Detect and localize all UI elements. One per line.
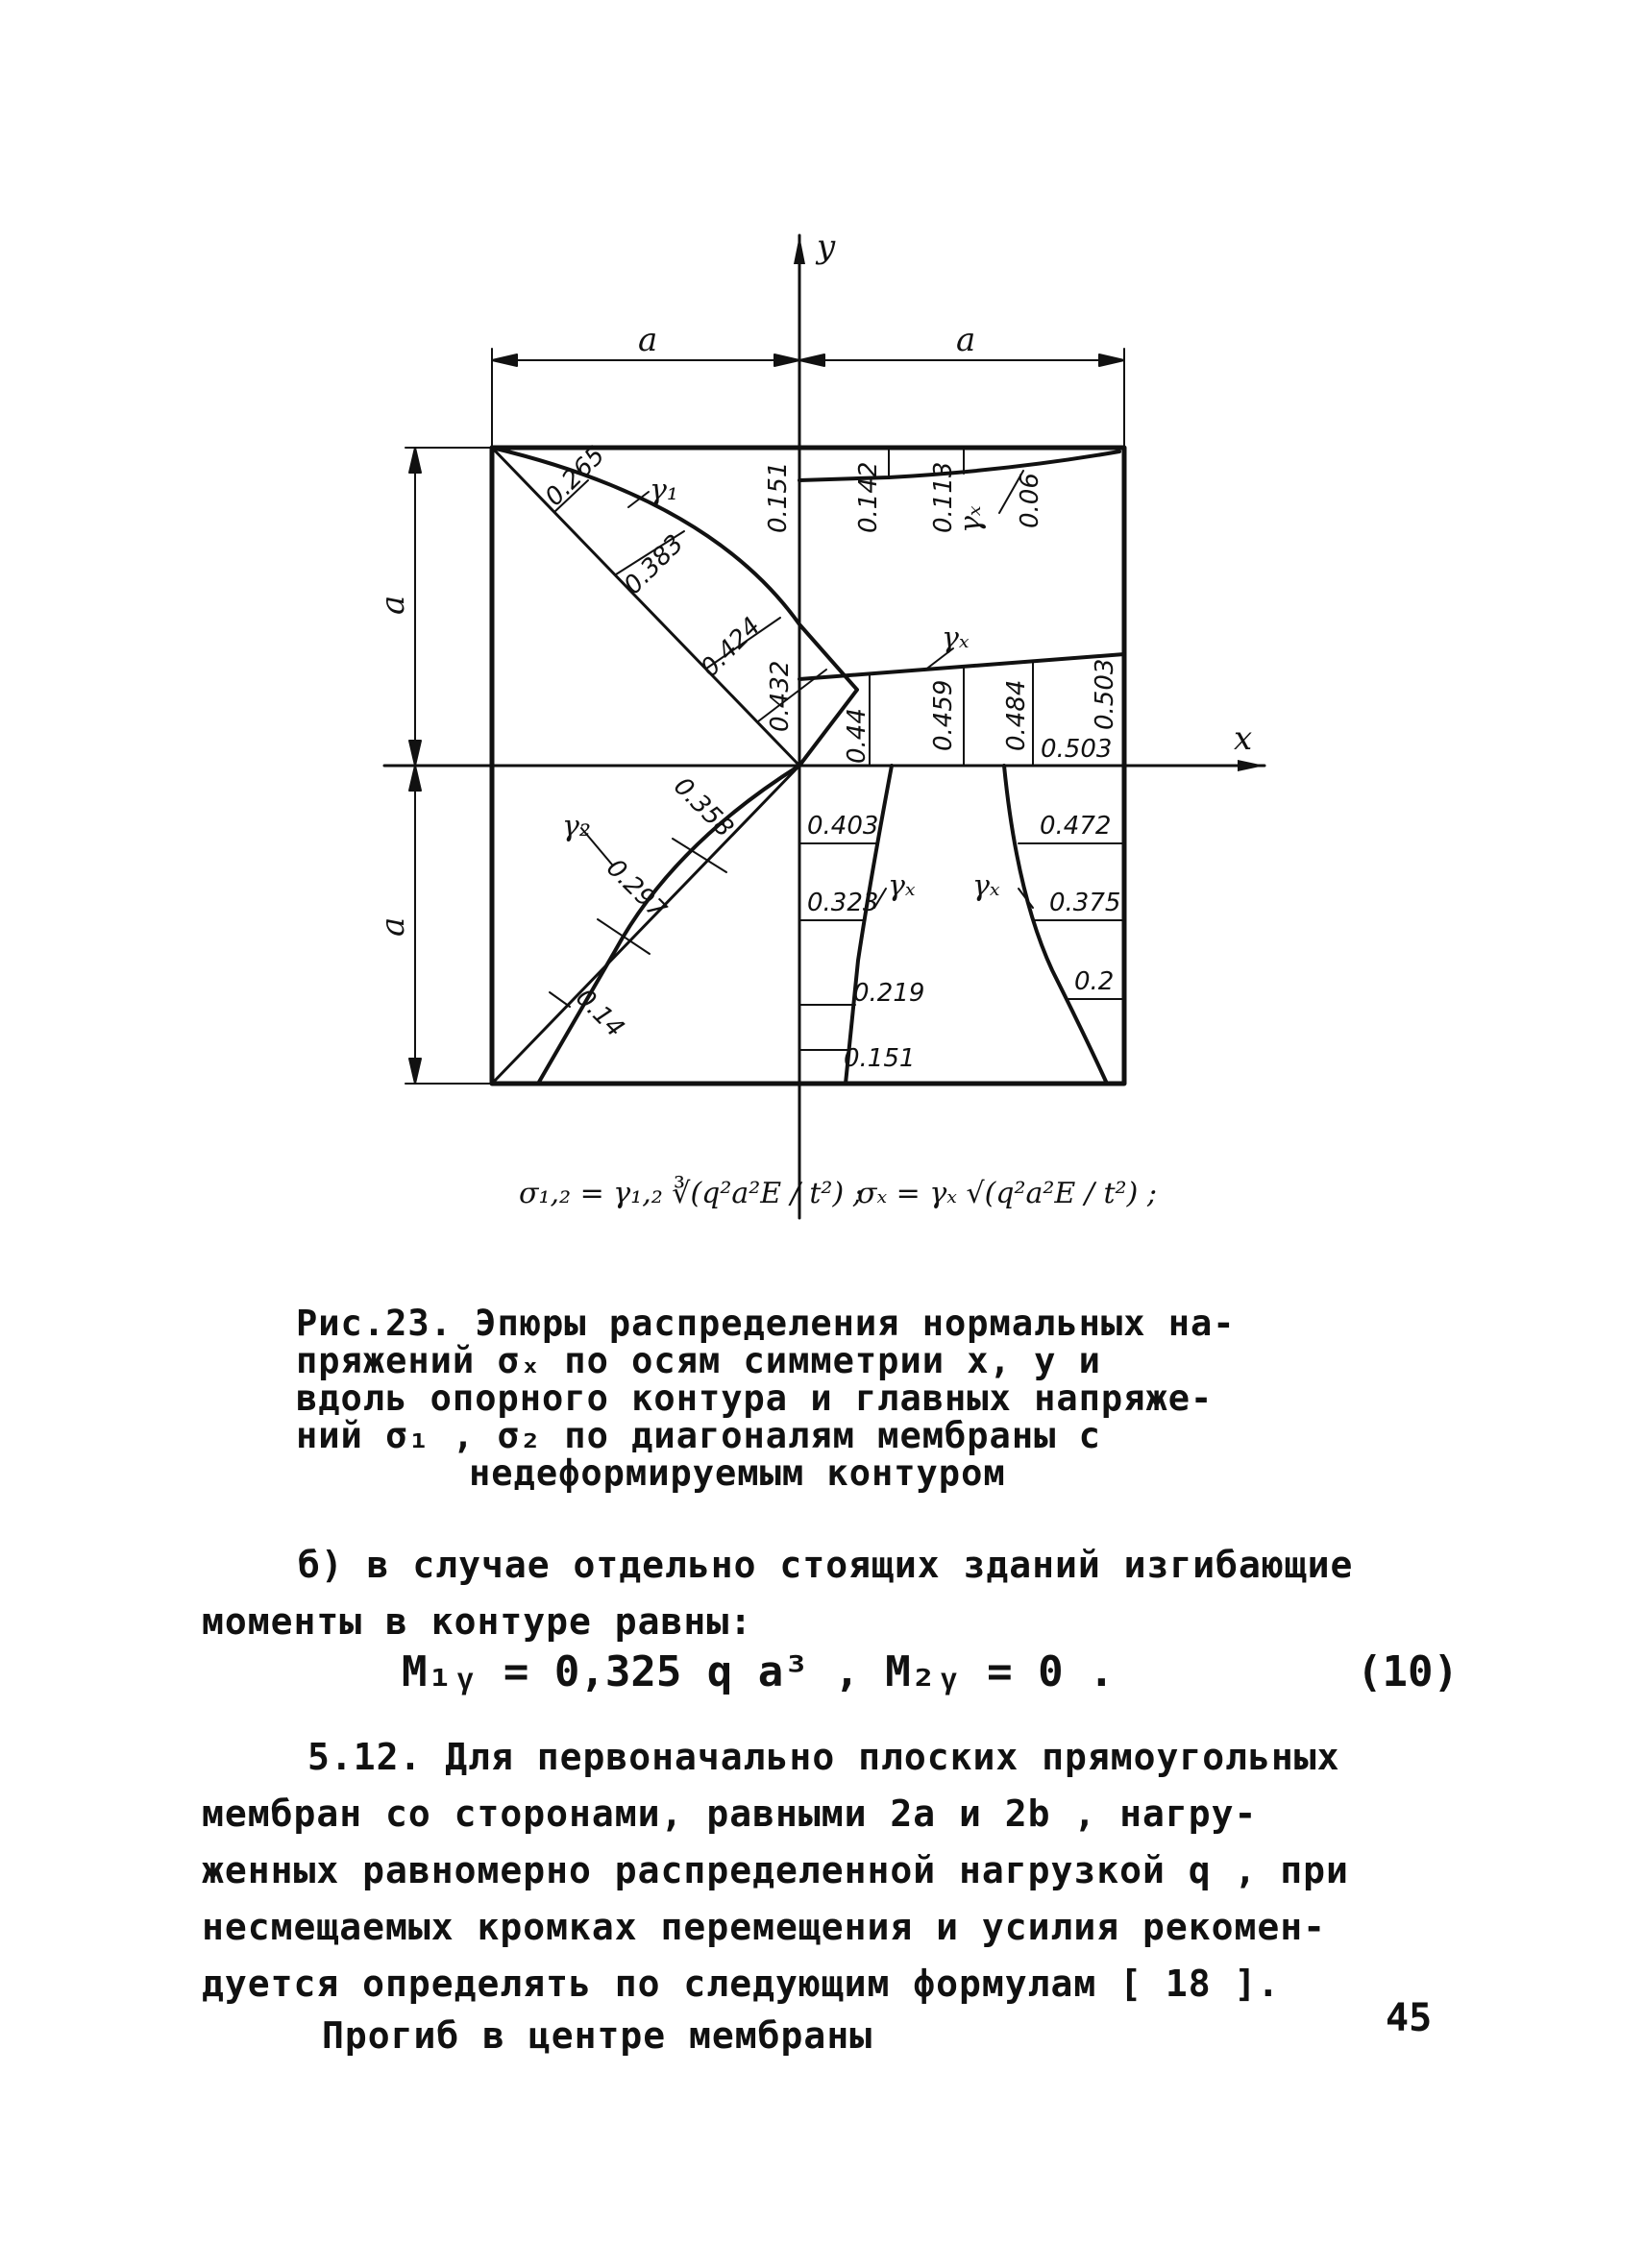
paragraph-5-12 — [202, 1729, 1451, 2012]
paragraph-line: несмещаемых кромках перемещения и усилия рекомен- — [202, 1906, 1327, 1948]
dim-label-left-lower: a — [374, 916, 412, 937]
caption-line: вдоль опорного контура и главных напряже- — [296, 1378, 1214, 1419]
dim-label-left-upper: a — [374, 595, 412, 615]
equation-10 — [402, 1647, 1459, 1699]
lower-right-label: 0.2 — [1074, 967, 1115, 996]
x-axis-label: x — [1234, 719, 1253, 758]
figure-caption — [296, 1305, 1353, 1492]
caption-line: ний σ₁ , σ₂ по диагоналям мембраны с — [296, 1415, 1101, 1456]
x-axis-curve — [799, 654, 1124, 679]
diagonal-lower — [492, 766, 799, 1084]
gammax-symbol-lower-right: γₓ — [972, 869, 1000, 903]
top-edge-curve — [799, 451, 1119, 480]
paragraph-line: женных равномерно распределенной нагрузкой q , при — [202, 1849, 1349, 1891]
dim-label-top-right: a — [956, 321, 976, 359]
x-axis-label-value: 0.459 — [929, 679, 958, 751]
x-axis-label-value: 0.503 — [1041, 735, 1113, 764]
gammax-symbol-mid: γₓ — [942, 622, 970, 655]
equation-text: M₁ᵧ = 0,325 q a³ , M₂ᵧ = 0 . — [402, 1647, 1115, 1696]
gammax-symbol-top: γₓ — [954, 505, 988, 533]
diag-lower-label: 0.358 — [668, 771, 739, 843]
diag-lower-label: 0.14 — [570, 983, 630, 1043]
formula-sigma-x: σₓ = γₓ √(q²a²E / t²) ; — [857, 1177, 1157, 1210]
diag-upper-label: 0.424 — [695, 612, 767, 683]
caption-line: пряжений σₓ по осям симметрии x, y и — [296, 1340, 1101, 1381]
top-edge-label: 0.113 — [929, 461, 958, 533]
x-axis-label-value: 0.484 — [1002, 679, 1031, 751]
top-edge-label: 0.151 — [764, 461, 793, 533]
top-edge-label: 0.142 — [854, 461, 883, 533]
top-edge-label: 0.06 — [1016, 473, 1044, 528]
dim-label-top-left: a — [638, 321, 658, 359]
lower-right-label: 0.472 — [1040, 812, 1112, 841]
lower-left-label: 0.151 — [844, 1044, 916, 1073]
diag-lower-label: 0.297 — [601, 853, 672, 925]
diag-upper-label: 0.383 — [618, 529, 690, 600]
lower-left-label: 0.403 — [807, 812, 879, 841]
gamma1-symbol: γ₁ — [650, 474, 678, 507]
lower-left-label: 0.323 — [807, 889, 879, 917]
lower-right-label: 0.375 — [1049, 889, 1121, 917]
gamma2-symbol: γ₂ — [562, 810, 591, 843]
paragraph-line: мембран со сторонами, равными 2a и 2b , нагру- — [202, 1792, 1258, 1835]
y-axis-label: y — [817, 228, 836, 266]
caption-line: недеформируемым контуром — [469, 1452, 1006, 1494]
paragraph-line: моменты в контуре равны: — [202, 1600, 753, 1643]
equation-number: (10) — [1357, 1647, 1459, 1696]
diagonal-upper — [492, 448, 799, 766]
diag-upper-label: 0.432 — [766, 660, 795, 732]
paragraph-bending-moments — [202, 1537, 1451, 1650]
page-number: 45 — [1386, 1996, 1433, 2040]
paragraph-deflection — [202, 2008, 1451, 2064]
x-axis-label-value: 0.44 — [843, 708, 872, 764]
paragraph-line: 5.12. Для первоначально плоских прямоугольных — [307, 1736, 1340, 1778]
caption-line: Рис.23. Эпюры распределения нормальных на- — [296, 1303, 1236, 1344]
x-axis-label-value: 0.503 — [1091, 658, 1119, 730]
diag-upper-label: 0.265 — [539, 441, 611, 512]
paragraph-line: б) в случае отдельно стоящих зданий изгибающие — [298, 1544, 1354, 1586]
gammax-symbol-lower-left: γₓ — [888, 869, 916, 903]
paragraph-line: Прогиб в центре мембраны — [322, 2014, 873, 2057]
formula-sigma-12: σ₁,₂ = γ₁,₂ ∛(q²a²E / t²) ; — [519, 1177, 863, 1210]
lower-left-label: 0.219 — [853, 979, 925, 1008]
paragraph-line: дуется определять по следующим формулам [ 18 ]. — [202, 1963, 1281, 2005]
